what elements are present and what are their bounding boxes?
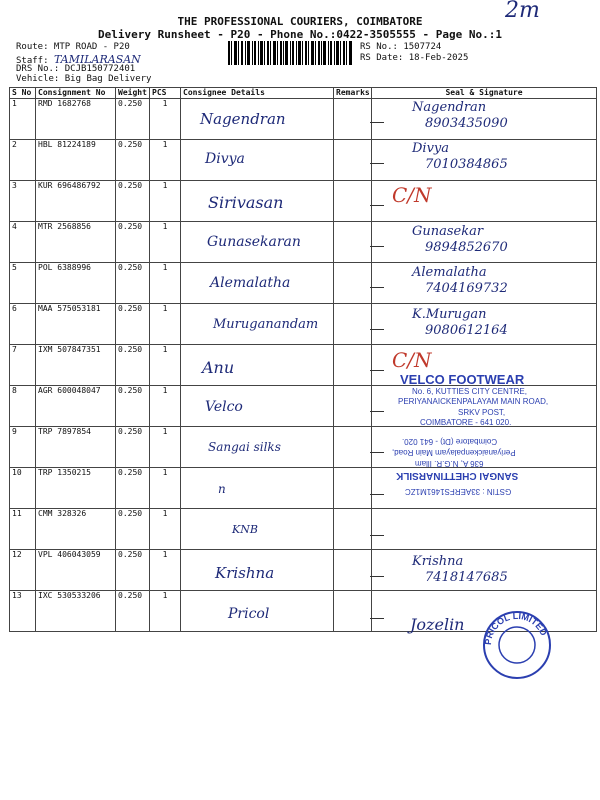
remarks-dash [370,370,384,371]
cell-signature [372,509,597,550]
phone-handwritten: 9894852670 [425,239,508,255]
phone-handwritten: 7404169732 [425,281,508,297]
signature-handwritten: Krishna [412,554,464,570]
col-header-consignee: Consignee Details [181,88,334,99]
cell-sno: 9 [10,427,36,468]
pricol-seal-icon [482,610,552,680]
cell-sno: 2 [10,140,36,181]
col-header-sno: S No [10,88,36,99]
cell-remarks [334,427,372,468]
barcode [228,41,353,65]
cell-remarks [334,222,372,263]
consignee-handwritten: Muruganandam [213,316,319,332]
cell-remarks [334,181,372,222]
cell-weight: 0.250 [116,222,150,263]
phone-handwritten: 7010384865 [425,157,508,173]
cell-sno: 6 [10,304,36,345]
remarks-dash [370,246,384,247]
cell-weight: 0.250 [116,263,150,304]
consignee-handwritten: Sirivasan [208,192,284,212]
rs-number: RS No.: 1507724 [360,42,442,52]
cell-consignee [181,386,334,427]
consignee-handwritten: Sangai silks [208,440,281,455]
table-row [10,222,597,263]
remarks-dash [370,535,384,536]
table-row [10,140,597,181]
table-row [10,550,597,591]
col-header-remarks: Remarks [334,88,372,99]
cell-weight: 0.250 [116,468,150,509]
route-text: Route: MTP ROAD - P20 [16,42,130,52]
cell-weight: 0.250 [116,140,150,181]
col-header-weight: Weight [116,88,150,99]
sangai-stamp-name: SANGAI CHETTINARSILK [396,470,519,481]
cell-remarks [334,345,372,386]
cell-sno: 4 [10,222,36,263]
signature-handwritten: Gunasekar [412,223,484,239]
cell-pcs: 1 [150,140,181,181]
signature-handwritten: C/N [392,347,432,372]
remarks-dash [370,122,384,123]
velco-stamp-address: SRKV POST, [458,408,506,417]
remarks-dash [370,618,384,619]
consignee-handwritten: Velco [205,399,243,416]
rs-date: RS Date: 18-Feb-2025 [360,53,469,63]
cell-consignment-no: MAA 575053181 [36,304,116,345]
cell-weight: 0.250 [116,181,150,222]
cell-remarks [334,304,372,345]
cell-weight: 0.250 [116,550,150,591]
cell-pcs: 1 [150,181,181,222]
cell-pcs: 1 [150,263,181,304]
consignee-handwritten: Nagendran [200,110,286,128]
consignee-handwritten: Anu [202,357,235,377]
cell-consignment-no: AGR 600048047 [36,386,116,427]
cell-pcs: 1 [150,591,181,632]
cell-consignment-no: RMD 1682768 [36,99,116,140]
cell-weight: 0.250 [116,386,150,427]
consignee-handwritten: Pricol [228,605,270,622]
remarks-dash [370,287,384,288]
pricol-seal-text: PRICOL LIMITED [482,610,549,646]
consignee-handwritten: Krishna [215,564,275,583]
cell-consignment-no: POL 6388996 [36,263,116,304]
sangai-stamp-address: Periyanaickenpalayam Main Road, [392,448,516,457]
signature-handwritten: K.Murugan [412,306,487,322]
velco-stamp-name: VELCO FOOTWEAR [400,372,525,387]
cell-consignment-no: HBL 81224189 [36,140,116,181]
table-header-row [10,88,597,99]
consignee-handwritten: Alemalatha [210,275,291,292]
cell-sno: 1 [10,99,36,140]
remarks-dash [370,205,384,206]
remarks-dash [370,494,384,495]
cell-weight: 0.250 [116,304,150,345]
cell-weight: 0.250 [116,509,150,550]
table-row [10,263,597,304]
staff-name: TAMILARASAN [53,53,141,66]
signature-handwritten: C/N [392,182,432,207]
cell-pcs: 1 [150,222,181,263]
sangai-stamp-gstin: GSTIN : 33AERFS1461M1ZC [405,487,512,496]
cell-weight: 0.250 [116,99,150,140]
sangai-stamp-address: Coimbatore (Dt) - 641 020. [402,437,498,446]
phone-handwritten: 8903435090 [425,116,508,131]
svg-text:PRICOL LIMITED [483,611,549,645]
cell-remarks [334,386,372,427]
cell-pcs: 1 [150,345,181,386]
cell-pcs: 1 [150,304,181,345]
velco-stamp-address: PERIYANAICKENPALAYAM MAIN ROAD, [398,397,549,406]
remarks-dash [370,411,384,412]
col-header-pcs: PCS [150,88,181,99]
company-title: THE PROFESSIONAL COURIERS, COIMBATORE [177,15,423,28]
corner-handwritten-mark: 2m [505,0,540,23]
row13-signature: Jozelin [410,615,465,634]
remarks-dash [370,576,384,577]
cell-consignment-no: MTR 2568856 [36,222,116,263]
consignee-handwritten: Divya [205,151,245,168]
cell-remarks [334,468,372,509]
cell-consignee [181,140,334,181]
cell-sno: 11 [10,509,36,550]
cell-signature [372,427,597,468]
drs-number: DRS No.: DCJB150772401 [16,64,136,74]
velco-stamp-address: No. 6, KUTTIES CITY CENTRE, [412,387,527,396]
consignee-handwritten: n [218,481,226,496]
cell-pcs: 1 [150,468,181,509]
runsheet-subtitle: Delivery Runsheet - P20 - Phone No.:0422-3505555 - Page No.:1 [98,28,502,41]
cell-sno: 8 [10,386,36,427]
cell-remarks [334,263,372,304]
remarks-dash [370,452,384,453]
cell-weight: 0.250 [116,345,150,386]
cell-remarks [334,509,372,550]
table-row [10,509,597,550]
cell-sno: 3 [10,181,36,222]
sangai-stamp-address: 636 A, N.G.R. Illam [415,459,484,468]
cell-consignment-no: TRP 1350215 [36,468,116,509]
vehicle-text: Vehicle: Big Bag Delivery [16,74,152,84]
cell-pcs: 1 [150,386,181,427]
cell-sno: 13 [10,591,36,632]
cell-consignment-no: IXC 530533206 [36,591,116,632]
velco-stamp-address: COIMBATORE - 641 020. [420,418,512,427]
remarks-dash [370,163,384,164]
staff-label: Staff: [16,56,49,66]
cell-consignment-no: IXM 507847351 [36,345,116,386]
consignee-handwritten: KNB [232,523,258,536]
phone-handwritten: 7418147685 [425,570,508,586]
col-header-consignment: Consignment No [36,88,116,99]
cell-remarks [334,550,372,591]
phone-handwritten: 9080612164 [425,322,508,338]
cell-consignment-no: TRP 7897854 [36,427,116,468]
table-row [10,181,597,222]
table-row [10,99,597,140]
cell-consignee [181,468,334,509]
cell-weight: 0.250 [116,427,150,468]
cell-sno: 5 [10,263,36,304]
cell-remarks [334,99,372,140]
cell-consignment-no: VPL 406043059 [36,550,116,591]
cell-sno: 7 [10,345,36,386]
cell-remarks [334,140,372,181]
cell-weight: 0.250 [116,591,150,632]
remarks-dash [370,329,384,330]
signature-handwritten: Alemalatha [412,265,487,281]
cell-sno: 10 [10,468,36,509]
cell-remarks [334,591,372,632]
signature-handwritten: Nagendran [412,100,487,115]
cell-consignment-no: KUR 696486792 [36,181,116,222]
cell-pcs: 1 [150,550,181,591]
table-row [10,427,597,468]
cell-pcs: 1 [150,427,181,468]
cell-consignment-no: CMM 328326 [36,509,116,550]
cell-pcs: 1 [150,509,181,550]
cell-pcs: 1 [150,99,181,140]
signature-handwritten: Divya [412,141,450,157]
col-header-signature: Seal & Signature [372,88,597,99]
cell-sno: 12 [10,550,36,591]
consignee-handwritten: Gunasekaran [207,233,301,250]
runsheet-table [9,87,597,632]
